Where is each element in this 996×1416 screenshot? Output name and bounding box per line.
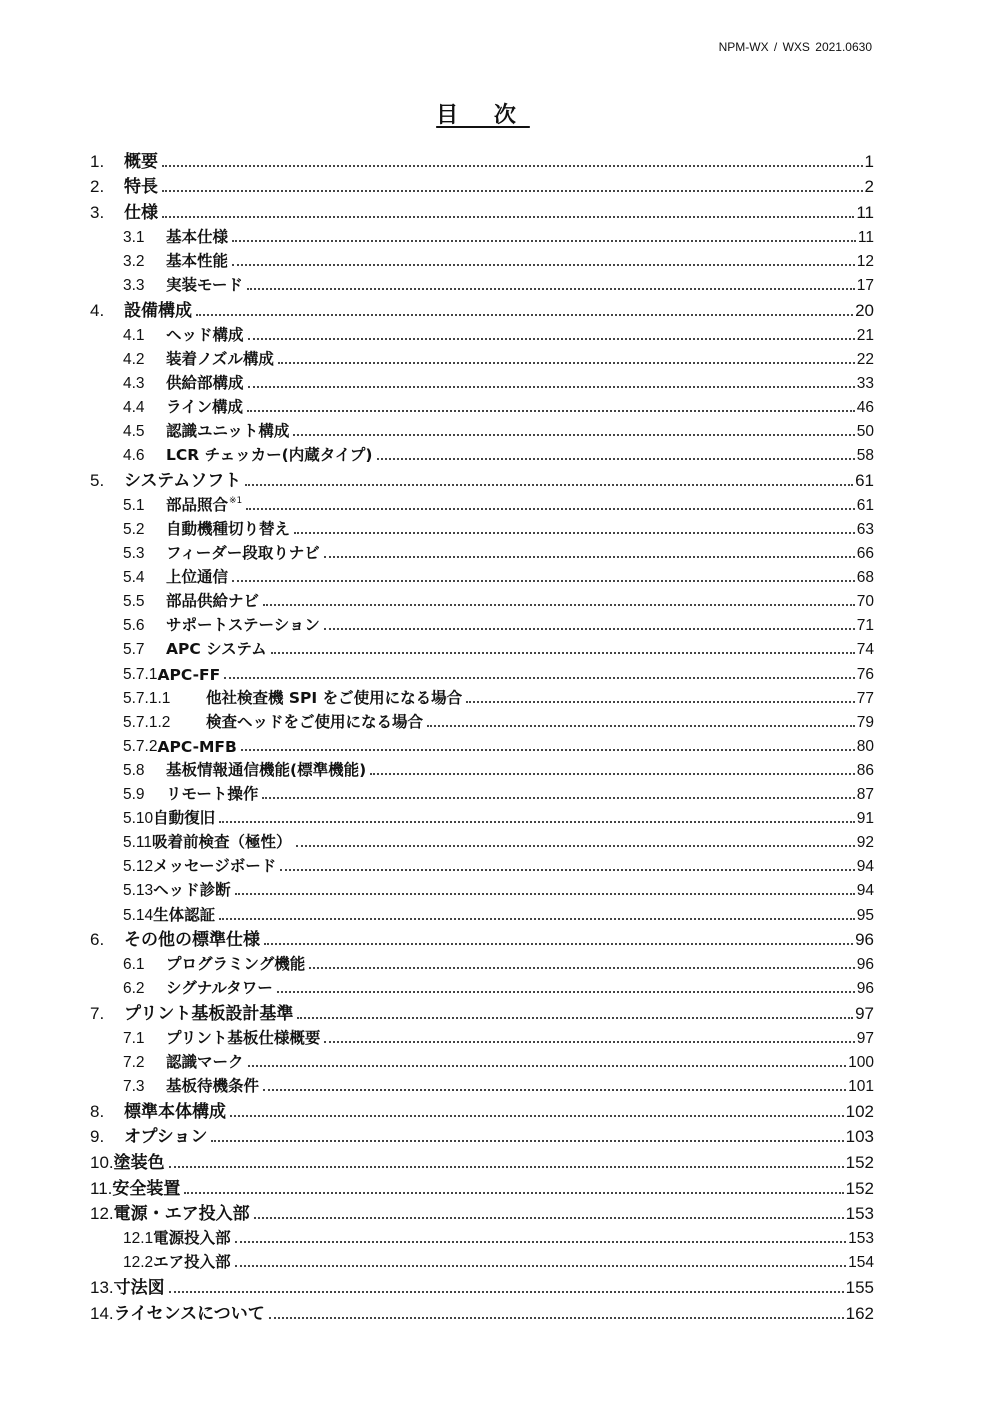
toc-entry-title-text: フィーダー段取りナビ xyxy=(166,544,320,563)
toc-entry-number: 7.3 xyxy=(123,1078,145,1096)
toc-entry-title-text: 他社検査機 SPI をご使用になる場合 xyxy=(206,688,463,707)
toc-entry-title xyxy=(166,347,274,369)
toc-entry-page: 96 xyxy=(856,956,874,974)
toc-entry-title xyxy=(166,637,267,659)
dot-leader xyxy=(184,1192,843,1194)
toc-entry[interactable] xyxy=(90,223,874,247)
toc-entry-title-text: ヘッド診断 xyxy=(153,881,231,900)
dot-leader xyxy=(297,1017,853,1019)
toc-entry-title-text: メッセージボード xyxy=(153,857,277,876)
dot-leader xyxy=(271,652,855,654)
toc-entry-number: 4. xyxy=(90,300,105,320)
toc-entry-number: 2. xyxy=(90,177,105,197)
toc-entry-number: 8. xyxy=(90,1101,105,1121)
toc-entry[interactable] xyxy=(90,974,874,998)
toc-entry-page: 152 xyxy=(845,1178,874,1198)
toc-entry-page: 91 xyxy=(856,810,874,828)
dot-leader xyxy=(169,1166,844,1168)
toc-entry-title xyxy=(157,738,236,756)
toc-entry-page: 46 xyxy=(856,399,874,417)
toc-entry-title-text: ライン構成 xyxy=(166,398,244,417)
toc-entry[interactable] xyxy=(90,1224,874,1248)
toc-entry-page: 102 xyxy=(845,1101,874,1121)
toc-entry[interactable] xyxy=(90,417,874,441)
toc-entry-title-text: 検査ヘッドをご使用になる場合 xyxy=(206,712,424,731)
toc-entry-page: 86 xyxy=(856,761,874,779)
toc-entry-title-text: 寸法図 xyxy=(113,1277,165,1298)
toc-entry-title-text: 標準本体構成 xyxy=(124,1101,226,1122)
toc-entry[interactable] xyxy=(90,1024,874,1048)
toc-entry-number: 13. xyxy=(90,1277,114,1297)
toc-entry-title-text: 基板待機条件 xyxy=(166,1077,260,1096)
toc-entry[interactable] xyxy=(90,1147,874,1173)
dot-leader xyxy=(219,821,855,823)
dot-leader xyxy=(245,484,853,486)
dot-leader xyxy=(246,508,854,510)
toc-entry[interactable] xyxy=(90,393,874,417)
toc-entry-number: 5.7 xyxy=(123,641,145,659)
dot-leader xyxy=(427,725,855,727)
toc-entry-title-text: 自動機種切り替え xyxy=(166,520,291,538)
toc-entry-title-text: オプション xyxy=(124,1127,208,1148)
toc-entry-title xyxy=(166,1026,320,1048)
toc-entry-page: 50 xyxy=(856,423,874,441)
toc-entry[interactable] xyxy=(90,828,874,852)
toc-entry-title-text: 上位通信 xyxy=(166,568,229,587)
toc-entry-title-text: ヘッド構成 xyxy=(166,325,244,344)
toc-entry-number: 5.11 xyxy=(123,834,153,852)
toc-entry-number: 7.1 xyxy=(123,1029,145,1047)
toc-entry-page: 103 xyxy=(845,1127,874,1147)
toc-entry-title xyxy=(166,273,243,295)
toc-entry-page: 70 xyxy=(856,593,874,611)
toc-entry-title-text: 基本性能 xyxy=(166,251,229,270)
toc-entry[interactable] xyxy=(90,998,874,1024)
toc-entry-title xyxy=(112,1174,180,1199)
toc-entry-page: 87 xyxy=(856,786,874,804)
toc-entry[interactable] xyxy=(90,1298,874,1324)
toc-entry-title xyxy=(166,782,258,804)
toc-entry-title-text: 設備構成 xyxy=(124,300,192,321)
toc-entry-number: 5.7.1 xyxy=(123,665,158,683)
dot-leader xyxy=(466,701,855,703)
dot-leader xyxy=(324,628,855,630)
dot-leader xyxy=(277,991,855,993)
toc-entry-title-text: 安全装置 xyxy=(112,1178,181,1199)
toc-entry-title-text: プリント基板仕様概要 xyxy=(166,1028,321,1047)
toc-entry-number: 10. xyxy=(90,1152,114,1172)
toc-entry[interactable] xyxy=(90,659,874,683)
toc-entry-number: 4.5 xyxy=(123,423,145,441)
toc-entry-title xyxy=(166,976,273,998)
toc-entry-title-text: 塗装色 xyxy=(113,1152,165,1173)
toc-entry-title-text: 供給部構成 xyxy=(166,373,244,392)
toc-entry-title-text: その他の標準仕様 xyxy=(124,930,260,951)
toc-entry-title xyxy=(166,952,305,974)
toc-entry[interactable] xyxy=(90,563,874,587)
toc-entry-title-text: APC-FF xyxy=(157,665,221,684)
toc-entry-title xyxy=(166,395,243,417)
toc-entry-number: 7. xyxy=(90,1003,105,1023)
toc-entry-number: 5.7.1.1 xyxy=(123,689,171,707)
dot-leader xyxy=(219,918,855,920)
toc-entry-title xyxy=(157,666,220,684)
toc-entry[interactable] xyxy=(90,1199,874,1225)
dot-leader xyxy=(293,434,854,436)
toc-entry-title xyxy=(166,225,228,247)
toc-entry[interactable] xyxy=(90,295,874,321)
toc-entry-title xyxy=(166,589,259,611)
toc-entry-title xyxy=(166,419,289,441)
dot-leader xyxy=(262,797,854,799)
toc-entry[interactable] xyxy=(90,321,874,345)
dot-leader xyxy=(296,845,855,847)
toc-entry-page: 80 xyxy=(856,737,874,755)
dot-leader xyxy=(230,1115,844,1117)
toc-entry-number: 4.4 xyxy=(123,399,145,417)
toc-entry-number: 3. xyxy=(90,202,105,222)
toc-entry-number: 5.8 xyxy=(123,761,145,779)
toc-entry-title-text: 認識マーク xyxy=(166,1053,244,1072)
toc-entry-page: 79 xyxy=(856,713,874,731)
toc-entry-number: 3.3 xyxy=(123,277,145,295)
toc-entry-page: 66 xyxy=(856,545,874,563)
toc-entry-page: 61 xyxy=(856,496,874,514)
toc-entry-title-text: シグナルタワー xyxy=(166,979,273,998)
toc-entry-page: 71 xyxy=(856,617,874,635)
toc-entry-number: 5.2 xyxy=(123,521,145,538)
toc-entry-page: 61 xyxy=(855,470,874,490)
toc-entry-title xyxy=(124,296,192,321)
toc-entry-title-text: 基本仕様 xyxy=(166,227,229,246)
toc-entry-title xyxy=(206,710,423,732)
toc-entry[interactable] xyxy=(90,345,874,369)
toc-entry-number: 5.1 xyxy=(123,496,145,514)
dot-leader xyxy=(278,362,855,364)
toc-entry-page: 11 xyxy=(856,202,874,222)
toc-entry-page: 94 xyxy=(856,882,874,900)
toc-entry-page: 22 xyxy=(856,350,874,368)
footnote-marker: ※1 xyxy=(229,495,243,506)
toc-entry-title xyxy=(153,903,215,925)
toc-entry-page: 101 xyxy=(848,1078,874,1096)
toc-entry-number: 4.1 xyxy=(123,326,145,344)
toc-entry-title xyxy=(124,1122,207,1147)
toc-entry-number: 5.7.2 xyxy=(123,737,158,755)
toc-entry-title xyxy=(166,517,290,539)
toc-entry-title-text: 電源・エア投入部 xyxy=(113,1204,250,1225)
dot-leader xyxy=(162,190,863,192)
toc-entry[interactable] xyxy=(90,708,874,732)
toc-entry-title xyxy=(124,999,293,1024)
toc-entry[interactable] xyxy=(90,756,874,780)
toc-entry-title-text: システムソフト xyxy=(124,470,242,491)
toc-entry-title xyxy=(152,830,292,852)
toc-entry-page: 12 xyxy=(856,252,874,270)
toc-entry-title-text: リモート操作 xyxy=(166,785,259,804)
toc-entry-title-text: 仕様 xyxy=(124,202,158,223)
toc-entry[interactable] xyxy=(90,587,874,611)
toc-entry-title xyxy=(166,1050,244,1072)
toc-entry-title-text: 特長 xyxy=(124,177,158,198)
toc-entry-title-text: 部品照合 xyxy=(166,495,229,514)
dot-leader xyxy=(162,216,854,218)
toc-entry-number: 5.9 xyxy=(123,786,145,804)
toc-entry[interactable] xyxy=(90,1248,874,1272)
toc-entry-title xyxy=(206,686,462,708)
toc-entry-page: 97 xyxy=(856,1029,874,1047)
dot-leader xyxy=(370,773,855,775)
toc-entry[interactable] xyxy=(90,271,874,295)
toc-entry[interactable] xyxy=(90,1122,874,1148)
dot-leader xyxy=(263,604,855,606)
toc-entry-number: 9. xyxy=(90,1127,105,1147)
toc-entry-number: 12. xyxy=(90,1204,114,1224)
document-header-id: NPM-WX / WXS 2021.0630 xyxy=(718,40,872,54)
toc-entry-title-text: APC-MFB xyxy=(157,737,237,756)
dot-leader xyxy=(232,264,855,266)
toc-entry-page: 96 xyxy=(856,980,874,998)
toc-entry[interactable] xyxy=(90,852,874,876)
toc-entry-number: 5.13 xyxy=(123,882,154,900)
toc-entry[interactable] xyxy=(90,900,874,924)
toc-entry-page: 153 xyxy=(845,1204,874,1224)
toc-entry-number: 3.2 xyxy=(123,252,145,270)
dot-leader xyxy=(263,1089,846,1091)
toc-entry-title xyxy=(153,854,276,876)
toc-entry-title-text: プログラミング機能 xyxy=(166,955,306,974)
toc-entry-title-text: 部品供給ナビ xyxy=(166,592,260,611)
page-title: 目 次 xyxy=(436,103,530,128)
toc-entry-title-text: LCR チェッカー(内蔵タイプ) xyxy=(166,446,373,465)
toc-entry-title-text: 装着ノズル構成 xyxy=(166,349,274,368)
toc-entry-title-text: 生体認証 xyxy=(153,905,216,924)
toc-entry[interactable] xyxy=(90,1048,874,1072)
dot-leader xyxy=(241,749,855,751)
toc-entry[interactable] xyxy=(90,465,874,491)
toc-entry-title xyxy=(124,466,241,491)
dot-leader xyxy=(248,386,855,388)
toc-entry-title xyxy=(124,147,158,172)
toc-entry-number: 5. xyxy=(90,470,105,490)
toc-entry-number: 6. xyxy=(90,930,105,950)
dot-leader xyxy=(254,1217,844,1219)
toc-entry-number: 4.3 xyxy=(123,374,145,392)
toc-entry-page: 97 xyxy=(855,1003,874,1023)
toc-entry-page: 162 xyxy=(845,1303,874,1323)
toc-entry-title-text: ライセンスについて xyxy=(113,1303,265,1324)
toc-entry-title-text: 実装モード xyxy=(166,276,243,295)
toc-entry[interactable] xyxy=(90,611,874,635)
toc-entry-title xyxy=(166,323,244,345)
toc-entry-title xyxy=(114,1199,250,1224)
toc-entry[interactable] xyxy=(90,1072,874,1096)
toc-entry[interactable] xyxy=(90,1096,874,1122)
dot-leader xyxy=(169,1291,844,1293)
toc-entry-page: 100 xyxy=(848,1054,874,1072)
toc-entry-title-text: 基板情報通信機能(標準機能) xyxy=(166,760,367,779)
toc-entry-number: 5.4 xyxy=(123,569,145,587)
toc-entry-title xyxy=(153,1250,231,1272)
toc-entry-title xyxy=(166,1074,259,1096)
toc-entry-page: 74 xyxy=(856,641,874,659)
dot-leader xyxy=(248,1065,847,1067)
toc-entry-number: 4.2 xyxy=(123,350,145,368)
toc-entry-page: 1 xyxy=(864,151,874,171)
toc-entry-title xyxy=(153,878,231,900)
toc-entry[interactable] xyxy=(90,780,874,804)
dot-leader xyxy=(248,338,855,340)
dot-leader xyxy=(196,314,853,316)
toc-entry-title xyxy=(166,249,228,271)
dot-leader xyxy=(211,1140,843,1142)
toc-entry[interactable] xyxy=(90,247,874,271)
toc-entry-page: 152 xyxy=(845,1152,874,1172)
toc-entry-page: 68 xyxy=(856,569,874,587)
toc-entry-title-text: エア投入部 xyxy=(153,1253,231,1272)
dot-leader xyxy=(232,240,856,242)
dot-leader xyxy=(235,1265,846,1267)
toc-entry-title xyxy=(114,1273,165,1298)
toc-entry-page: 20 xyxy=(855,300,874,320)
toc-entry[interactable] xyxy=(90,876,874,900)
dot-leader xyxy=(280,869,855,871)
toc-entry-number: 5.12 xyxy=(123,858,154,876)
toc-entry[interactable] xyxy=(90,441,874,465)
toc-entry-page: 155 xyxy=(845,1277,874,1297)
toc-entry[interactable] xyxy=(90,950,874,974)
toc-entry-page: 95 xyxy=(856,906,874,924)
toc-entry-number: 12.2 xyxy=(123,1254,154,1272)
toc-entry[interactable] xyxy=(90,684,874,708)
dot-leader xyxy=(235,1241,846,1243)
toc-entry-number: 5.10 xyxy=(123,810,154,828)
toc-entry-title-text: 自動復旧 xyxy=(153,809,216,828)
toc-entry-number: 5.5 xyxy=(123,593,145,611)
toc-entry-title xyxy=(166,493,242,515)
toc-entry[interactable] xyxy=(90,804,874,828)
toc-entry-page: 63 xyxy=(856,521,874,538)
toc-entry-title xyxy=(114,1148,165,1173)
toc-entry-title xyxy=(166,541,320,563)
toc-entry-title-text: 認識ユニット構成 xyxy=(166,422,290,441)
toc-entry-title xyxy=(166,613,320,635)
toc-entry-number: 3.1 xyxy=(123,228,145,246)
toc-entry-title-text: 吸着前検査（極性） xyxy=(152,833,292,852)
dot-leader xyxy=(264,943,853,945)
toc-entry[interactable] xyxy=(90,1173,874,1199)
toc-entry-title-text: サポートステーション xyxy=(166,616,320,635)
toc-entry-page: 94 xyxy=(856,858,874,876)
toc-entry[interactable] xyxy=(90,146,874,172)
toc-entry[interactable] xyxy=(90,732,874,756)
toc-entry-page: 11 xyxy=(857,228,874,246)
toc-entry-page: 58 xyxy=(856,447,874,465)
toc-entry-title-text: APC システム xyxy=(166,640,267,659)
toc-entry[interactable] xyxy=(90,369,874,393)
toc-entry[interactable] xyxy=(90,1272,874,1298)
toc-entry[interactable] xyxy=(90,635,874,659)
toc-entry-page: 154 xyxy=(848,1254,874,1272)
toc-entry-number: 14. xyxy=(90,1303,114,1323)
toc-entry-number: 12.1 xyxy=(123,1230,154,1248)
dot-leader xyxy=(247,288,855,290)
toc-entry[interactable] xyxy=(90,539,874,563)
toc-entry-title-text: 概要 xyxy=(124,151,158,172)
toc-entry-title xyxy=(153,1226,231,1248)
toc-entry-page: 33 xyxy=(856,374,874,392)
dot-leader xyxy=(235,893,855,895)
toc-entry-number: 4.6 xyxy=(123,447,145,465)
toc-entry-title xyxy=(124,198,158,223)
toc-entry-page: 153 xyxy=(848,1230,874,1248)
toc-entry-page: 17 xyxy=(856,277,874,295)
toc-entry-title xyxy=(166,443,373,465)
toc-entry[interactable] xyxy=(90,172,874,198)
toc-entry-title xyxy=(166,565,228,587)
toc-entry-number: 5.14 xyxy=(123,906,154,924)
table-of-contents xyxy=(90,146,874,1324)
dot-leader xyxy=(294,532,855,534)
dot-leader xyxy=(324,556,855,558)
dot-leader xyxy=(309,967,855,969)
toc-entry-number: 11. xyxy=(90,1178,113,1198)
toc-entry-number: 1. xyxy=(90,151,105,171)
toc-entry[interactable] xyxy=(90,925,874,951)
toc-entry-title xyxy=(124,172,158,197)
dot-leader xyxy=(247,410,855,412)
toc-entry-title xyxy=(114,1299,265,1324)
toc-entry-number: 5.7.1.2 xyxy=(123,713,171,731)
toc-entry-title xyxy=(124,1097,226,1122)
toc-entry[interactable] xyxy=(90,197,874,223)
toc-entry-page: 21 xyxy=(856,326,874,344)
toc-entry-title xyxy=(124,925,260,950)
dot-leader xyxy=(224,677,855,679)
toc-entry-title-text: 電源投入部 xyxy=(153,1229,231,1248)
toc-entry-number: 6.1 xyxy=(123,956,145,974)
toc-entry-title xyxy=(166,758,366,780)
toc-entry-title-text: プリント基板設計基準 xyxy=(124,1003,294,1024)
dot-leader xyxy=(232,580,855,582)
toc-entry-title xyxy=(153,806,215,828)
toc-entry[interactable] xyxy=(90,491,874,515)
toc-entry-number: 5.6 xyxy=(123,617,145,635)
toc-entry-page: 77 xyxy=(856,689,874,707)
toc-entry-title xyxy=(166,371,244,393)
toc-entry-page: 76 xyxy=(856,665,874,683)
dot-leader xyxy=(377,458,855,460)
dot-leader xyxy=(269,1317,844,1319)
toc-entry-page: 92 xyxy=(856,834,874,852)
toc-entry-page: 96 xyxy=(855,930,874,950)
toc-entry-number: 5.3 xyxy=(123,545,145,563)
dot-leader xyxy=(324,1041,854,1043)
toc-entry-number: 6.2 xyxy=(123,980,145,998)
dot-leader xyxy=(162,165,863,167)
toc-entry-number: 7.2 xyxy=(123,1054,145,1072)
toc-entry-page: 2 xyxy=(864,177,874,197)
toc-entry[interactable] xyxy=(90,515,874,539)
